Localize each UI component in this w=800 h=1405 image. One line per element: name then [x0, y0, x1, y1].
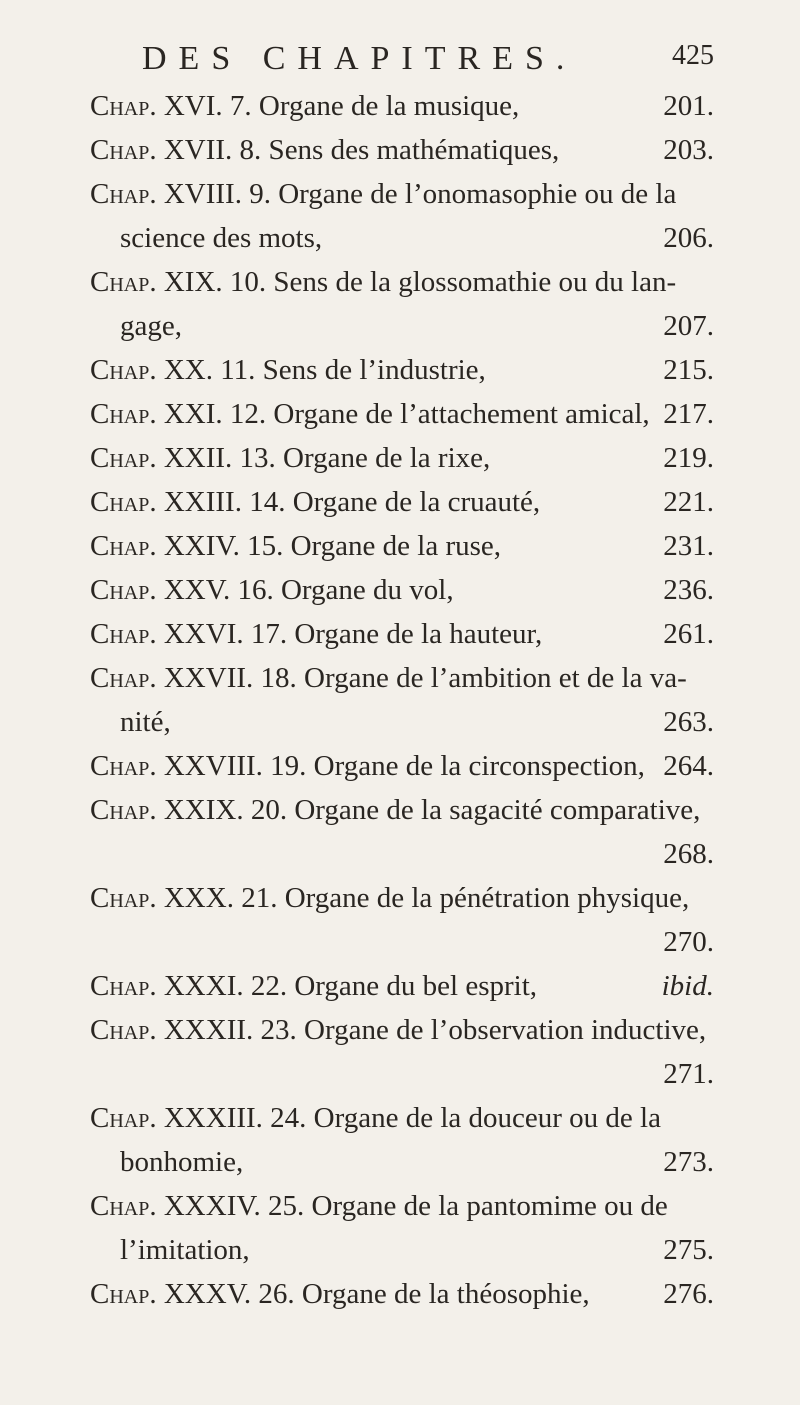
page-reference: 203. — [663, 134, 714, 166]
toc-entry-continuation — [90, 1228, 714, 1272]
chapter-label: Chap. — [90, 794, 157, 826]
chapter-label: Chap. — [90, 178, 157, 210]
toc-entry-continuation — [90, 304, 714, 348]
toc-entry-continuation — [90, 700, 714, 744]
chapter-label: Chap. — [90, 134, 157, 166]
toc-entry-line — [90, 744, 714, 788]
toc-entry-line — [90, 656, 714, 700]
chapter-title-continuation: science des mots, — [120, 222, 323, 254]
chapter-label: Chap. — [90, 442, 157, 474]
chapter-label: Chap. — [90, 1190, 157, 1222]
toc-entry — [90, 1008, 714, 1096]
toc-entry-line — [90, 1184, 714, 1228]
page-reference: 261. — [663, 618, 714, 650]
toc-entry — [90, 436, 714, 480]
toc-entry — [90, 480, 714, 524]
toc-entry-line — [90, 1272, 714, 1316]
chapter-title-continuation: gage, — [120, 310, 182, 342]
chapter-label: Chap. — [90, 1278, 157, 1310]
chapter-title: XXII. 13. Organe de la rixe, — [163, 442, 491, 474]
toc-entry-line — [90, 1096, 714, 1140]
toc-entry-line — [90, 964, 714, 1008]
chapter-title-continuation: bonhomie, — [120, 1146, 244, 1178]
page-reference: 215. — [663, 354, 714, 386]
toc-entry — [90, 964, 714, 1008]
toc-entry-continuation — [90, 1140, 714, 1184]
chapter-title: XVI. 7. Organe de la musique, — [163, 90, 520, 122]
page-reference: 236. — [663, 574, 714, 606]
chapter-title: XVII. 8. Sens des mathématiques, — [163, 134, 560, 166]
toc-entry-line — [90, 84, 714, 128]
page-reference: 271. — [663, 1058, 714, 1090]
toc-entry — [90, 656, 714, 744]
toc-entry — [90, 612, 714, 656]
chapter-title: XXIV. 15. Organe de la ruse, — [163, 530, 502, 562]
chapter-title: XXX. 21. Organe de la pénétration physique, — [163, 882, 690, 914]
chapter-title: XXXI. 22. Organe du bel esprit, — [163, 970, 538, 1002]
chapter-title: XXXIV. 25. Organe de la pantomime ou de — [163, 1190, 668, 1222]
chapter-label: Chap. — [90, 1014, 157, 1046]
page-reference: 206. — [663, 222, 714, 254]
toc-entry-line — [90, 876, 714, 920]
toc-entry-line — [90, 436, 714, 480]
toc-entry-line — [90, 788, 714, 832]
toc-entry-line — [90, 172, 714, 216]
toc-entry — [90, 876, 714, 964]
toc-entry — [90, 1096, 714, 1184]
page-number: 425 — [672, 40, 714, 71]
toc-entry — [90, 524, 714, 568]
chapter-label: Chap. — [90, 90, 157, 122]
chapter-title: XXXV. 26. Organe de la théosophie, — [163, 1278, 590, 1310]
chapter-label: Chap. — [90, 662, 157, 694]
toc-entry-line — [90, 348, 714, 392]
chapter-title: XIX. 10. Sens de la glossomathie ou du lan- — [163, 266, 677, 298]
toc-entry — [90, 172, 714, 260]
toc-entry-page-line — [90, 1052, 714, 1096]
toc-entry — [90, 348, 714, 392]
chapter-label: Chap. — [90, 750, 157, 782]
toc-entry — [90, 744, 714, 788]
chapter-title: XXIII. 14. Organe de la cruauté, — [163, 486, 541, 518]
chapter-title: XX. 11. Sens de l’industrie, — [163, 354, 486, 386]
chapter-label: Chap. — [90, 398, 157, 430]
toc-entry — [90, 128, 714, 172]
chapter-title-continuation: nité, — [120, 706, 171, 738]
toc-entry-line — [90, 260, 714, 304]
page-reference: 264. — [663, 750, 714, 782]
page-reference: 217. — [663, 398, 714, 430]
chapter-title-continuation: l’imitation, — [120, 1234, 250, 1266]
chapter-label: Chap. — [90, 486, 157, 518]
page-reference: 268. — [663, 838, 714, 870]
chapter-title: XXVII. 18. Organe de l’ambition et de la va- — [163, 662, 687, 694]
toc-entry-line — [90, 568, 714, 612]
toc-entry-line — [90, 480, 714, 524]
toc-entry-line — [90, 524, 714, 568]
page-reference: 207. — [663, 310, 714, 342]
chapter-label: Chap. — [90, 574, 157, 606]
running-title: DES CHAPITRES. — [142, 40, 577, 77]
chapter-title: XXXIII. 24. Organe de la douceur ou de la — [163, 1102, 661, 1134]
toc-entry — [90, 788, 714, 876]
running-head — [142, 40, 714, 80]
chapter-title: XXVI. 17. Organe de la hauteur, — [163, 618, 543, 650]
chapter-label: Chap. — [90, 618, 157, 650]
page-reference: 221. — [663, 486, 714, 518]
toc-entry-continuation — [90, 216, 714, 260]
chapter-title: XXIX. 20. Organe de la sagacité comparative, — [163, 794, 701, 826]
toc-entry — [90, 84, 714, 128]
chapter-label: Chap. — [90, 970, 157, 1002]
toc-entry-line — [90, 612, 714, 656]
toc-entry-page-line — [90, 832, 714, 876]
chapter-title: XXV. 16. Organe du vol, — [163, 574, 454, 606]
page-reference: 273. — [663, 1146, 714, 1178]
chapter-label: Chap. — [90, 354, 157, 386]
page-reference: 231. — [663, 530, 714, 562]
chapter-label: Chap. — [90, 266, 157, 298]
page-reference: ibid. — [661, 970, 714, 1002]
chapter-label: Chap. — [90, 530, 157, 562]
table-of-contents — [90, 84, 714, 1316]
toc-entry — [90, 1272, 714, 1316]
chapter-title: XXVIII. 19. Organe de la circonspection, — [163, 750, 645, 782]
toc-entry — [90, 568, 714, 612]
page-reference: 276. — [663, 1278, 714, 1310]
page-reference: 263. — [663, 706, 714, 738]
toc-entry — [90, 260, 714, 348]
chapter-title: XXI. 12. Organe de l’attachement amical, — [163, 398, 650, 430]
page-reference: 219. — [663, 442, 714, 474]
page-reference: 270. — [663, 926, 714, 958]
page-reference: 275. — [663, 1234, 714, 1266]
chapter-label: Chap. — [90, 1102, 157, 1134]
chapter-title: XVIII. 9. Organe de l’onomasophie ou de la — [163, 178, 677, 210]
toc-entry — [90, 392, 714, 436]
chapter-label: Chap. — [90, 882, 157, 914]
toc-entry-line — [90, 392, 714, 436]
toc-entry-line — [90, 1008, 714, 1052]
page-reference: 201. — [663, 90, 714, 122]
chapter-title: XXXII. 23. Organe de l’observation inductive, — [163, 1014, 707, 1046]
toc-entry-line — [90, 128, 714, 172]
toc-entry — [90, 1184, 714, 1272]
toc-entry-page-line — [90, 920, 714, 964]
